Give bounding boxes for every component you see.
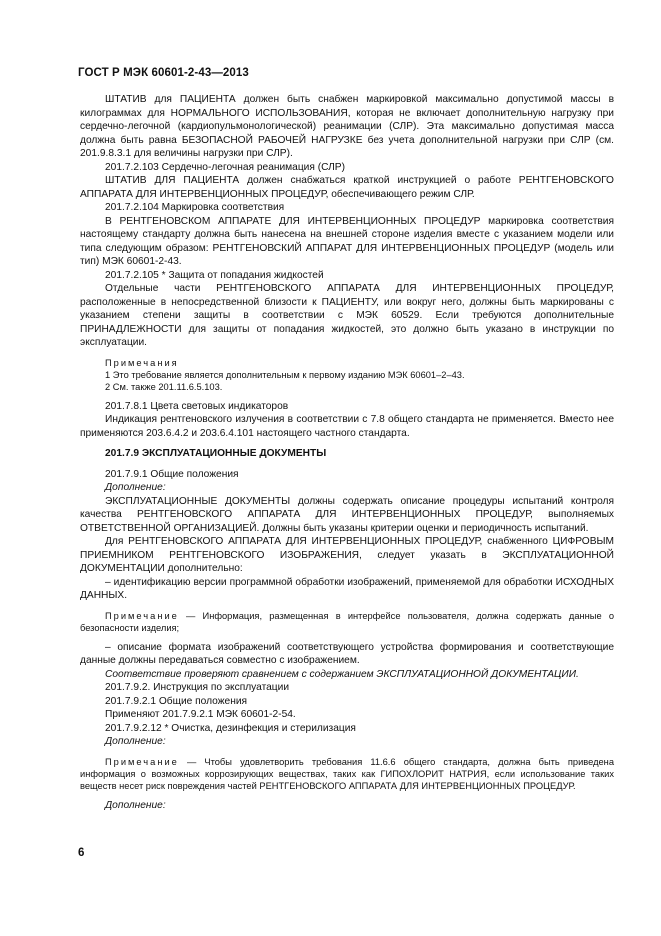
- note: [80, 756, 614, 792]
- paragraph: Индикация рентгеновского излучения в соответствии с 7.8 общего стандарта не применяется. Вместо нее применяются 203.6.4.2 и 203.6.4.101 настоящего частного стандарта.: [80, 414, 614, 439]
- clause-heading: 201.7.8.1 Цвета световых индикаторов: [105, 400, 289, 412]
- note-item: 2 См. также 201.11.6.5.103.: [105, 381, 223, 392]
- page-header: ГОСТ Р МЭК 60601-2-43—2013: [78, 67, 249, 79]
- addition-label: Дополнение:: [105, 736, 166, 747]
- compliance-statement: Соответствие проверяют сравнением с содержанием ЭКСПЛУАТАЦИОННОЙ ДОКУМЕНТАЦИИ.: [105, 668, 579, 680]
- note-text: — Информация, размещенная в интерфейсе пользователя, должна содержать данные о безопасности изделия;: [80, 610, 614, 633]
- addition-label: Дополнение:: [105, 482, 166, 493]
- section-heading: 201.7.9 ЭКСПЛУАТАЦИОННЫЕ ДОКУМЕНТЫ: [105, 448, 327, 459]
- clause-heading: 201.7.2.104 Маркировка соответствия: [105, 202, 285, 213]
- paragraph: ШТАТИВ для ПАЦИЕНТА должен быть снабжен маркировкой максимально допустимой массы в килограммах для НОРМАЛЬНОГО ИСПОЛЬЗОВАНИЯ, которая не включает дополнительную нагрузку при сердечно-легочной (кардиопульмонологической) реанимации (СЛР). Эта максимально допустимая масса должна быть равна БЕЗОПАСНОЙ РАБОЧЕЙ НАГРУЗКЕ без учета дополнительной нагрузки при СЛР (см. 201.9.8.3.1 для величины нагрузки при СЛР).: [80, 94, 614, 159]
- note: [80, 610, 614, 634]
- addition-label: Дополнение:: [105, 799, 166, 811]
- note-title: Примечания: [105, 357, 179, 368]
- clause-heading: 201.7.9.2.1 Общие положения: [105, 695, 248, 707]
- clause-heading: 201.7.9.2.12 * Очистка, дезинфекция и стерилизация: [105, 722, 356, 734]
- note-text: — Чтобы удовлетворить требования 11.6.6 общего стандарта, должна быть приведена информация о возможных коррозирующих веществах, таких как ГИПОХЛОРИТ НАТРИЯ, если использование таких веществ несет риск повреждения частей РЕНТГЕНОВСКОГО АППАРАТА ДЛЯ ИНТЕРВЕНЦИОННЫХ ПРОЦЕДУР.: [80, 756, 614, 791]
- clause-heading: 201.7.2.105 * Защита от попадания жидкостей: [105, 269, 324, 281]
- paragraph: Для РЕНТГЕНОВСКОГО АППАРАТА ДЛЯ ИНТЕРВЕНЦИОННЫХ ПРОЦЕДУР, снабженного ЦИФРОВЫМ ПРИЕМНИКОМ РЕНТГЕНОВСКОГО ИЗОБРАЖЕНИЯ, следует указать в ЭКСПЛУАТАЦИОННОЙ ДОКУМЕНТАЦИИ дополнительно:: [80, 536, 614, 574]
- page-body: [80, 93, 614, 812]
- paragraph: Отдельные части РЕНТГЕНОВСКОГО АППАРАТА ДЛЯ ИНТЕРВЕНЦИОННЫХ ПРОЦЕДУР, расположенные в непосредственной близости к ПАЦИЕНТУ, или вокруг него, должны быть маркированы с указанием степени защиты в соответствии с МЭК 60529. Если требуются дополнительные ПРИНАДЛЕЖНОСТИ для защиты от попадания жидкостей, это должно быть указано в инструкции по эксплуатации.: [80, 283, 614, 348]
- list-item: – описание формата изображений соответствующего устройства формирования и соответствующие данные должны передаваться совместно с изображением.: [80, 641, 614, 666]
- paragraph: ШТАТИВ ДЛЯ ПАЦИЕНТА должен снабжаться краткой инструкцией о работе РЕНТГЕНОВСКОГО АППАРАТА ДЛЯ ИНТЕРВЕНЦИОННЫХ ПРОЦЕДУР, обеспечивающего режим СЛР.: [80, 175, 614, 200]
- paragraph: ЭКСПЛУАТАЦИОННЫЕ ДОКУМЕНТЫ должны содержать описание процедуры испытаний контроля качества РЕНТГЕНОВСКОГО АППАРАТА ДЛЯ ИНТЕРВЕНЦИОННЫХ ПРОЦЕДУР, выполняемых ОТВЕТСТВЕННОЙ ОРГАНИЗАЦИЕЙ. Должны быть указаны критерии оценки и периодичность испытаний.: [80, 495, 614, 534]
- note-item: 1 Это требование является дополнительным к первому изданию МЭК 60601–2–43.: [105, 369, 465, 380]
- clause-heading: 201.7.2.103 Сердечно-легочная реанимация (СЛР): [105, 161, 345, 173]
- clause-heading: 201.7.9.1 Общие положения: [105, 468, 239, 480]
- note-title: Примечание: [105, 756, 179, 767]
- paragraph: В РЕНТГЕНОВСКОМ АППАРАТЕ ДЛЯ ИНТЕРВЕНЦИОННЫХ ПРОЦЕДУР маркировка соответствия настоящему стандарту должна быть нанесена на внешней стороне изделия вместе с указанием модели или типа следующим образом: РЕНТГЕНОВСКИЙ АППАРАТ ДЛЯ ИНТЕРВЕНЦИОННЫХ ПРОЦЕДУР (модель или тип) МЭК 60601-2-43.: [80, 215, 614, 267]
- page-number: 6: [78, 847, 85, 859]
- paragraph: Применяют 201.7.9.2.1 МЭК 60601-2-54.: [105, 709, 296, 720]
- note-title: Примечание: [105, 610, 179, 621]
- clause-heading: 201.7.9.2. Инструкция по эксплуатации: [105, 682, 290, 693]
- list-item: – идентификацию версии программной обработки изображений, применяемой для обработки ИСХОДНЫХ ДАННЫХ.: [80, 576, 614, 601]
